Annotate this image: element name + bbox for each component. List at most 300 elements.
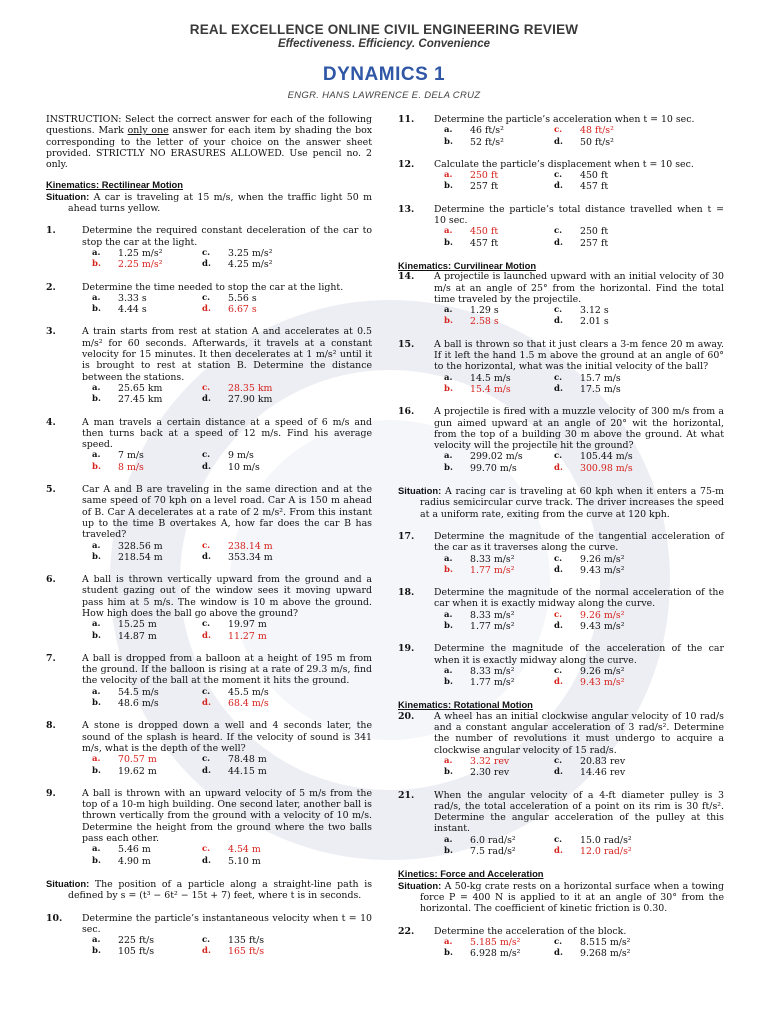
question-number: 14.	[398, 271, 415, 283]
choice-value: 9.43 m/s²	[580, 620, 625, 632]
question-text: A man travels a certain distance at a speed of 6 m/s and then turns back at a speed of 12 m/s. Find his average speed.	[82, 416, 372, 451]
choice-value: 6.67 s	[228, 304, 257, 316]
question-item	[398, 204, 724, 249]
org-name: REAL EXCELLENCE ONLINE CIVIL ENGINEERING REVIEW	[189, 22, 579, 37]
question-item	[398, 790, 724, 858]
question-item	[46, 484, 372, 563]
choice-value: 46 ft/s²	[470, 125, 504, 137]
choice-letter: a.	[444, 834, 453, 845]
situation-label: Situation:	[398, 879, 442, 891]
choice-letter: a.	[92, 619, 101, 630]
choice-value: 1.77 m/s²	[470, 620, 515, 632]
choice-value: 9.26 m/s²	[580, 665, 625, 677]
question-item	[46, 788, 372, 867]
question-number: 5.	[46, 484, 56, 496]
situation-label: Situation:	[46, 877, 90, 889]
choice-value: 165 ft/s	[228, 946, 265, 958]
choice-value: 4.25 m/s²	[228, 259, 273, 271]
choice-value: 9.43 m/s²	[580, 564, 625, 576]
choice-letter: d.	[202, 765, 211, 776]
answer-choices	[92, 293, 372, 316]
choice-value: 250 ft	[470, 170, 499, 182]
question-item	[398, 531, 724, 576]
situation-text: The position of a particle along a straight-line path is defined by s = (t³ − 6t² − 15t + 7) feet, where t is in seconds.	[68, 878, 373, 902]
question-text: Calculate the particle’s displacement when t = 10 sec.	[434, 158, 694, 170]
question-number: 1.	[46, 225, 56, 237]
answer-choices	[444, 305, 724, 328]
choice-letter: a.	[444, 936, 453, 947]
question-row	[46, 913, 372, 936]
answer-choices	[444, 125, 724, 148]
choice-value: 238.14 m	[228, 540, 273, 552]
choice-value: 2.25 m/s²	[118, 259, 163, 271]
choice-letter: a.	[444, 170, 453, 181]
question-number: 8.	[46, 720, 56, 732]
question-number: 13.	[398, 203, 415, 215]
choice-value: 2.01 s	[580, 316, 609, 328]
choice-value: 6.0 rad/s²	[470, 834, 516, 846]
question-number: 21.	[398, 789, 415, 801]
question-item	[398, 114, 724, 148]
choice-value: 457 ft	[580, 181, 609, 193]
choice-letter: b.	[92, 946, 101, 957]
answer-choices	[444, 610, 724, 633]
choice-letter: a.	[444, 372, 453, 383]
choice-value: 257 ft	[470, 181, 499, 193]
choice-letter: a.	[92, 292, 101, 303]
instruction-text-1: INSTRUCTION: Select the correct answer for each of the following questions. Mark	[46, 114, 372, 137]
choice-letter: d.	[202, 630, 211, 641]
choice-letter: c.	[554, 226, 563, 237]
answer-choices	[92, 935, 372, 958]
choice-value: 105.44 m/s	[580, 451, 633, 463]
choice-letter: c.	[202, 450, 211, 461]
choice-letter: a.	[444, 125, 453, 136]
answer-choices	[92, 687, 372, 710]
choice-value: 9.43 m/s²	[580, 677, 625, 689]
answer-choices	[444, 170, 724, 193]
choice-value: 15.4 m/s	[470, 383, 511, 395]
choice-letter: b.	[92, 855, 101, 866]
situation-text: A racing car is traveling at 60 kph when it enters a 75-m radius semicircular curve track. The driver increases the speed at a uniform rate, exiting from the curve at 120 kph.	[420, 486, 725, 520]
choice-value: 225 ft/s	[118, 935, 155, 947]
choice-value: 27.90 km	[228, 394, 273, 406]
choice-letter: a.	[92, 754, 101, 765]
choice-letter: d.	[554, 767, 563, 778]
choice-value: 250 ft	[580, 226, 609, 238]
choice-letter: d.	[554, 948, 563, 959]
choice-value: 17.5 m/s	[580, 383, 621, 395]
question-number: 18.	[398, 587, 415, 599]
question-item	[398, 587, 724, 632]
choice-letter: c.	[202, 382, 211, 393]
question-text: A stone is dropped down a well and 4 seconds later, the sound of the splash is heard. If the velocity of sound is 341 m/s, what is the depth of the well?	[82, 720, 372, 754]
question-item	[46, 282, 372, 316]
question-item	[46, 326, 372, 405]
choice-letter: c.	[554, 609, 563, 620]
choice-value: 3.33 s	[118, 292, 147, 304]
question-item	[398, 339, 724, 395]
choice-letter: d.	[202, 259, 211, 270]
choice-letter: a.	[92, 247, 101, 258]
situation-text: A car is traveling at 15 m/s, when the traffic light 50 m ahead turns yellow.	[68, 191, 372, 215]
left-column	[46, 114, 372, 969]
question-row	[398, 271, 724, 305]
question-row	[46, 720, 372, 754]
answer-choices	[444, 373, 724, 396]
choice-value: 15.0 rad/s²	[580, 834, 632, 846]
question-row	[46, 484, 372, 540]
question-text: A ball is dropped from a balloon at a height of 195 m from the ground. If the balloon is rising at a rate of 29.3 m/s, find the velocity of the ball at the moment it hits the ground.	[82, 652, 372, 687]
question-text: Determine the particle’s total distance travelled when t = 10 sec.	[434, 203, 724, 227]
situation-label: Situation:	[398, 485, 442, 497]
choice-value: 10 m/s	[228, 461, 260, 473]
choice-letter: c.	[554, 553, 563, 564]
answer-choices	[92, 541, 372, 564]
question-number: 15.	[398, 338, 415, 350]
question-number: 10.	[46, 912, 63, 924]
question-text: A ball is thrown vertically upward from the ground and a student gazing out of the window sees it moving upward pass him at 5 m/s. The window is 10 m above the ground. How high does the ball go above the ground?	[82, 574, 372, 619]
choice-value: 99.70 m/s	[470, 462, 517, 474]
choice-letter: d.	[202, 551, 211, 562]
instruction-emphasis: only one	[127, 125, 169, 137]
choice-letter: d.	[554, 383, 563, 394]
answer-choices	[92, 383, 372, 406]
question-text: A projectile is launched upward with an initial velocity of 30 m/s at an angle of 25° from the horizontal. Find the total time traveled by the projectile.	[434, 271, 724, 305]
answer-choices	[444, 835, 724, 858]
question-row	[398, 204, 724, 227]
choice-letter: a.	[444, 553, 453, 564]
question-number: 17.	[398, 530, 415, 542]
choice-value: 4.90 m	[118, 855, 151, 867]
choice-letter: b.	[92, 394, 101, 405]
choice-value: 1.25 m/s²	[118, 247, 163, 259]
question-item	[398, 711, 724, 779]
choice-letter: b.	[444, 181, 453, 192]
choice-letter: a.	[92, 450, 101, 461]
question-item	[398, 643, 724, 688]
tagline: Effectiveness. Efficiency. Convenience	[278, 38, 490, 50]
choice-value: 48.6 m/s	[118, 698, 159, 710]
choice-value: 300.98 m/s	[580, 462, 633, 474]
choice-letter: a.	[444, 609, 453, 620]
choice-value: 8.33 m/s²	[470, 665, 515, 677]
choice-letter: b.	[444, 237, 453, 248]
choice-letter: c.	[202, 540, 211, 551]
choice-letter: c.	[554, 834, 563, 845]
choice-value: 78.48 m	[228, 754, 267, 766]
question-number: 11.	[398, 114, 415, 125]
choice-value: 9.26 m/s²	[580, 553, 625, 565]
question-number: 16.	[398, 406, 415, 418]
choice-letter: c.	[202, 754, 211, 765]
choice-letter: b.	[444, 383, 453, 394]
section-heading: Kinematics: Rectilinear Motion	[46, 179, 184, 191]
question-text: A ball is thrown so that it just clears a 3-m fence 20 m away. If it left the hand 1.5 m above the ground at an angle of 60° to the horizontal, what was the initial velocity of the ball?	[434, 338, 724, 373]
choice-letter: a.	[92, 382, 101, 393]
choice-value: 5.56 s	[228, 292, 257, 304]
choice-letter: d.	[554, 316, 563, 327]
choice-letter: d.	[202, 698, 211, 709]
choice-letter: d.	[554, 620, 563, 631]
question-text: Car A and B are traveling in the same direction and at the same speed of 70 kph on a level road. Car A is 150 m ahead of B. Car A decelerates at a rate of 2 m/s². From this instant up to the time B overtakes A, how far does the car B has traveled?	[82, 484, 372, 541]
question-text: Determine the magnitude of the normal acceleration of the car when it is exactly midway along the curve.	[434, 587, 724, 610]
choice-letter: b.	[444, 462, 453, 473]
choice-letter: b.	[92, 461, 101, 472]
question-number: 3.	[46, 326, 56, 338]
question-item	[398, 271, 724, 327]
situation-label: Situation:	[46, 190, 90, 202]
question-item	[398, 159, 724, 193]
choice-letter: b.	[444, 316, 453, 327]
choice-letter: b.	[444, 948, 453, 959]
choice-letter: c.	[202, 935, 211, 946]
choice-letter: a.	[444, 451, 453, 462]
choice-letter: c.	[554, 936, 563, 947]
question-item	[46, 653, 372, 709]
question-text: A projectile is fired with a muzzle velocity of 300 m/s from a gun aimed upward at an angle of 20° wit the horizontal, from the top of a building 30 m above the ground. At what velocity will the projectile hit the ground?	[434, 406, 724, 452]
choice-value: 19.97 m	[228, 619, 267, 631]
question-item	[46, 225, 372, 270]
choice-letter: a.	[92, 540, 101, 551]
choice-value: 20.83 rev	[580, 755, 626, 767]
question-number: 7.	[46, 652, 56, 664]
choice-letter: d.	[202, 394, 211, 405]
question-row	[398, 531, 724, 554]
choice-value: 1.29 s	[470, 305, 499, 317]
choice-value: 12.0 rad/s²	[580, 846, 632, 858]
choice-value: 14.5 m/s	[470, 372, 511, 384]
choice-value: 27.45 km	[118, 394, 163, 406]
choice-value: 105 ft/s	[118, 946, 155, 958]
situation	[46, 191, 372, 215]
choice-value: 44.15 m	[228, 765, 267, 777]
choice-letter: d.	[202, 304, 211, 315]
choice-letter: c.	[554, 170, 563, 181]
choice-value: 9.268 m/s²	[580, 948, 631, 960]
choice-value: 4.54 m	[228, 844, 261, 856]
choice-value: 11.27 m	[228, 630, 267, 642]
choice-letter: d.	[554, 564, 563, 575]
choice-value: 299.02 m/s	[470, 451, 523, 463]
question-text: A train starts from rest at station A and accelerates at 0.5 m/s² for 60 seconds. Afterwards, it travels at a constant velocity for 15 minutes. It then decelerates at 1 m/s² until it is brought to rest at station B. Determine the distance between the stations.	[82, 326, 372, 383]
choice-value: 25.65 km	[118, 382, 163, 394]
answer-choices	[444, 756, 724, 779]
question-row	[398, 643, 724, 666]
choice-value: 8 m/s	[118, 461, 144, 473]
question-row	[398, 339, 724, 373]
choice-value: 457 ft	[470, 237, 499, 249]
question-text: Determine the particle’s acceleration when t = 10 sec.	[434, 114, 695, 125]
choice-value: 28.35 km	[228, 382, 273, 394]
question-number: 9.	[46, 787, 56, 799]
choice-letter: c.	[202, 292, 211, 303]
choice-value: 135 ft/s	[228, 935, 265, 947]
choice-value: 3.25 m/s²	[228, 247, 273, 259]
question-row	[398, 159, 724, 170]
answer-choices	[92, 248, 372, 271]
question-item	[398, 406, 724, 474]
choice-value: 9.26 m/s²	[580, 609, 625, 621]
instruction-text-2: answer for each item by shading the box corresponding to the letter of your choice on the answer sheet provided. STRICTLY NO ERASURES ALLOWED. Use pencil no. 2 only.	[46, 125, 373, 171]
choice-value: 4.44 s	[118, 304, 147, 316]
choice-letter: b.	[92, 304, 101, 315]
question-number: 20.	[398, 710, 415, 722]
question-text: Determine the required constant deceleration of the car to stop the car at the light.	[82, 225, 372, 248]
choice-value: 8.515 m/s²	[580, 936, 631, 948]
question-row	[398, 406, 724, 451]
choice-value: 68.4 m/s	[228, 698, 269, 710]
choice-letter: b.	[92, 551, 101, 562]
author: ENGR. HANS LAWRENCE E. DELA CRUZ	[287, 90, 481, 101]
choice-letter: c.	[554, 125, 563, 136]
page-title: DYNAMICS 1	[322, 64, 446, 85]
choice-value: 48 ft/s²	[580, 125, 614, 137]
choice-letter: b.	[444, 677, 453, 688]
question-row	[46, 326, 372, 382]
question-number: 12.	[398, 158, 415, 170]
choice-letter: b.	[444, 767, 453, 778]
instruction	[46, 114, 372, 170]
answer-choices	[92, 450, 372, 473]
choice-value: 3.32 rev	[470, 755, 510, 767]
choice-value: 1.77 m/s²	[470, 564, 515, 576]
choice-letter: a.	[92, 686, 101, 697]
situation-text: A 50-kg crate rests on a horizontal surface when a towing force P = 400 N is applied to it at an angle of 30° from the horizontal. The coefficient of kinetic friction is 0.30.	[420, 880, 725, 915]
question-text: Determine the time needed to stop the car at the light.	[82, 281, 344, 293]
choice-value: 353.34 m	[228, 551, 273, 563]
choice-letter: c.	[554, 451, 563, 462]
choice-value: 7 m/s	[118, 450, 144, 462]
choice-letter: b.	[92, 698, 101, 709]
answer-choices	[444, 666, 724, 689]
question-number: 2.	[46, 281, 56, 293]
question-item	[46, 574, 372, 642]
choice-letter: c.	[554, 665, 563, 676]
situation	[398, 485, 724, 520]
section-heading: Kinematics: Rotational Motion	[398, 699, 533, 711]
choice-value: 450 ft	[470, 226, 499, 238]
choice-letter: c.	[554, 755, 563, 766]
choice-value: 70.57 m	[118, 754, 157, 766]
choice-letter: a.	[444, 226, 453, 237]
question-row	[46, 417, 372, 451]
choice-value: 450 ft	[580, 170, 609, 182]
question-text: A ball is thrown with an upward velocity of 5 m/s from the top of a 10-m high building. One second later, another ball is thrown vertically from the ground with a velocity of 10 m/s. Determine the height from the ground where the two balls pass each other.	[82, 787, 372, 845]
question-row	[46, 282, 372, 293]
question-row	[46, 574, 372, 619]
right-column	[398, 114, 724, 970]
question-row	[398, 926, 724, 937]
question-row	[398, 587, 724, 610]
choice-letter: c.	[202, 619, 211, 630]
choice-value: 8.33 m/s²	[470, 609, 515, 621]
answer-choices	[444, 554, 724, 577]
answer-choices	[444, 937, 724, 960]
choice-letter: b.	[92, 259, 101, 270]
choice-value: 218.54 m	[118, 551, 163, 563]
choice-letter: d.	[554, 846, 563, 857]
question-row	[46, 225, 372, 248]
choice-value: 1.77 m/s²	[470, 677, 515, 689]
answer-choices	[92, 844, 372, 867]
choice-value: 5.10 m	[228, 855, 261, 867]
choice-letter: d.	[554, 181, 563, 192]
question-text: Determine the magnitude of the acceleration of the car when it is exactly midway along the curve.	[434, 643, 724, 666]
choice-value: 257 ft	[580, 237, 609, 249]
choice-value: 9 m/s	[228, 450, 254, 462]
choice-letter: c.	[554, 372, 563, 383]
choice-value: 52 ft/s²	[470, 136, 504, 148]
question-row	[46, 653, 372, 687]
choice-letter: c.	[202, 247, 211, 258]
answer-choices	[92, 619, 372, 642]
question-number: 6.	[46, 574, 56, 586]
choice-value: 14.46 rev	[580, 767, 626, 779]
question-item	[398, 926, 724, 960]
choice-value: 328.56 m	[118, 540, 163, 552]
page-header	[0, 22, 768, 101]
choice-letter: c.	[554, 305, 563, 316]
question-item	[46, 913, 372, 958]
choice-value: 6.928 m/s²	[470, 948, 521, 960]
choice-letter: d.	[202, 461, 211, 472]
choice-value: 15.25 m	[118, 619, 157, 631]
choice-letter: b.	[92, 630, 101, 641]
question-row	[398, 114, 724, 125]
question-number: 19.	[398, 643, 415, 655]
choice-letter: b.	[444, 846, 453, 857]
choice-value: 19.62 m	[118, 765, 157, 777]
question-text: Determine the acceleration of the block.	[434, 925, 627, 937]
choice-value: 54.5 m/s	[118, 686, 159, 698]
answer-choices	[444, 451, 724, 474]
question-row	[398, 711, 724, 756]
question-text: Determine the particle’s instantaneous velocity when t = 10 sec.	[82, 912, 372, 935]
choice-value: 45.5 m/s	[228, 686, 269, 698]
choice-letter: d.	[554, 136, 563, 147]
question-row	[46, 788, 372, 844]
choice-letter: a.	[444, 755, 453, 766]
choice-letter: b.	[444, 136, 453, 147]
choice-letter: b.	[92, 765, 101, 776]
choice-letter: a.	[444, 305, 453, 316]
section-heading: Kinetics: Force and Acceleration	[398, 868, 544, 880]
choice-value: 15.7 m/s	[580, 372, 621, 384]
answer-choices	[444, 226, 724, 249]
question-text: A wheel has an initial clockwise angular velocity of 10 rad/s and a constant angular acceleration of 3 rad/s². Determine the number of revolutions it must undergo to acquire a clockwise angular velocity of 15 rad/s.	[434, 710, 724, 756]
choice-letter: c.	[202, 844, 211, 855]
choice-letter: b.	[444, 620, 453, 631]
choice-value: 50 ft/s²	[580, 136, 614, 148]
question-item	[46, 720, 372, 776]
situation	[398, 880, 724, 915]
choice-value: 14.87 m	[118, 630, 157, 642]
choice-value: 5.46 m	[118, 844, 151, 856]
choice-letter: d.	[202, 946, 211, 957]
choice-letter: d.	[554, 237, 563, 248]
question-text: Determine the magnitude of the tangential acceleration of the car as it traverses along the curve.	[434, 530, 724, 554]
question-number: 22.	[398, 925, 415, 937]
choice-value: 8.33 m/s²	[470, 553, 515, 565]
choice-value: 5.185 m/s²	[470, 936, 521, 948]
question-text: When the angular velocity of a 4-ft diameter pulley is 3 rad/s, the total acceleration of a point on its rim is 30 ft/s². Determine the angular acceleration of the pulley at this instant.	[434, 789, 724, 835]
choice-letter: d.	[554, 677, 563, 688]
choice-letter: a.	[92, 935, 101, 946]
choice-value: 7.5 rad/s²	[470, 846, 516, 858]
choice-value: 2.30 rev	[470, 767, 510, 779]
situation	[46, 878, 372, 902]
